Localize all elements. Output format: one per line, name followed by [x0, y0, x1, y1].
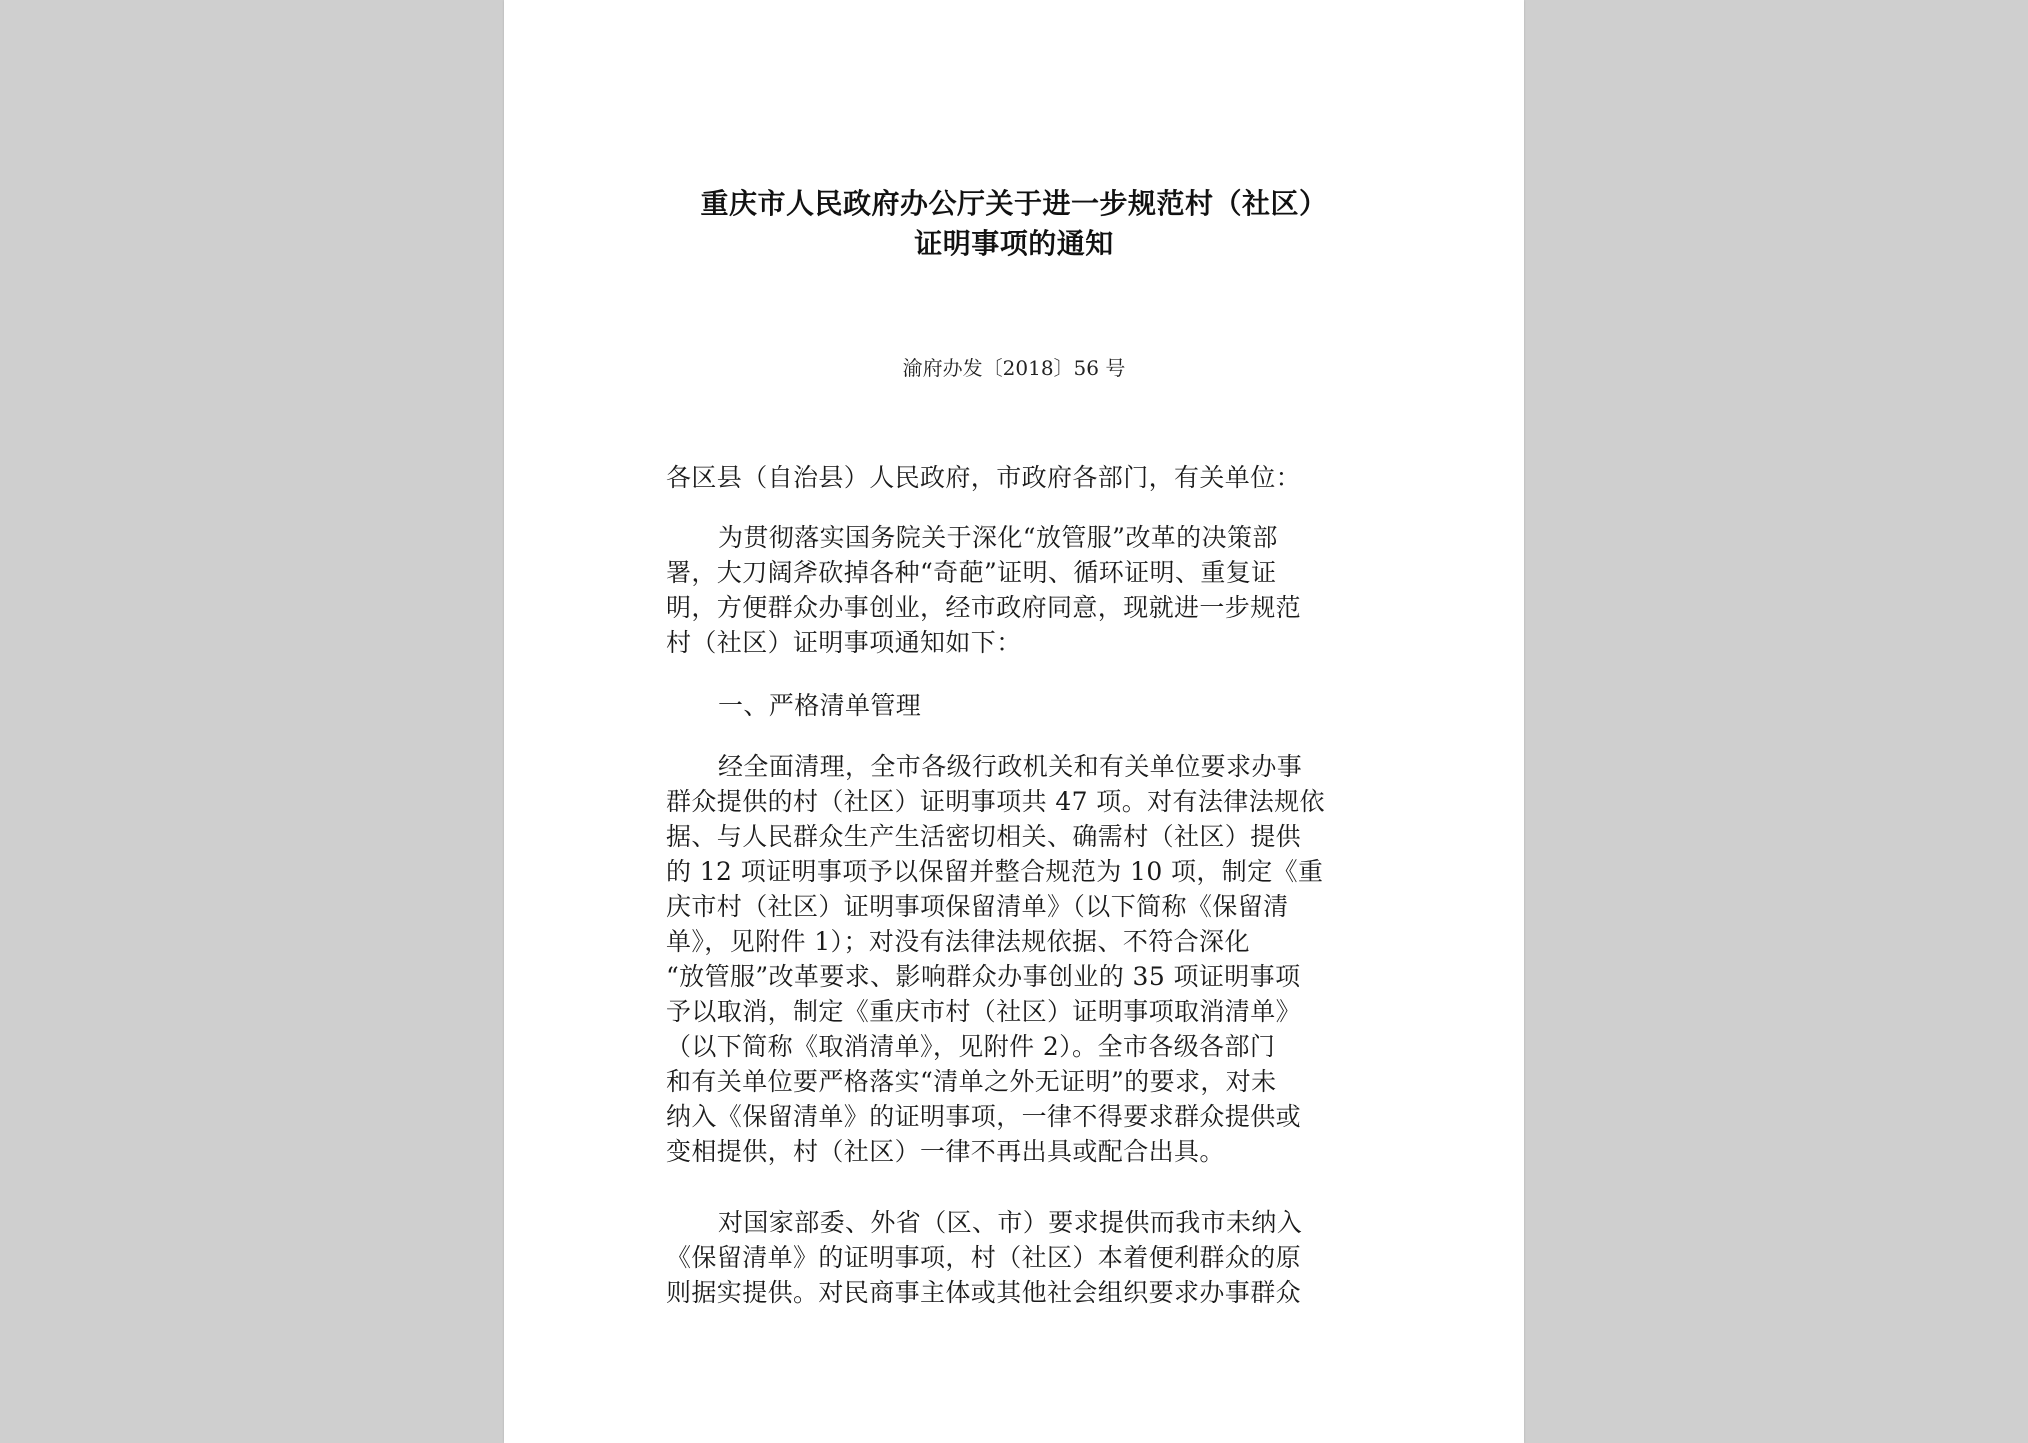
- document-number: 渝府办发〔2018〕56 号: [902, 356, 1126, 380]
- paragraph-1-line: 村（社区）证明事项通知如下：: [666, 628, 1022, 657]
- document-page: [504, 0, 1524, 1443]
- section-heading-1: 一、严格清单管理: [718, 691, 922, 720]
- paragraph-2-line: 的 12 项证明事项予以保留并整合规范为 10 项，制定《重: [666, 857, 1324, 886]
- paragraph-3-line: 则据实提供。对民商事主体或其他社会组织要求办事群众: [666, 1278, 1302, 1307]
- paragraph-2-line: 变相提供，村（社区）一律不再出具或配合出具。: [666, 1137, 1225, 1166]
- paragraph-1-line: 为贯彻落实国务院关于深化“放管服”改革的决策部: [718, 523, 1278, 552]
- paragraph-2-line: （以下简称《取消清单》，见附件 2）。全市各级各部门: [666, 1032, 1276, 1061]
- salutation: 各区县（自治县）人民政府，市政府各部门，有关单位：: [666, 463, 1302, 492]
- paragraph-1-line: 署，大刀阔斧砍掉各种“奇葩”证明、循环证明、重复证: [666, 558, 1277, 587]
- paragraph-2-line: 予以取消，制定《重庆市村（社区）证明事项取消清单》: [666, 997, 1302, 1026]
- paragraph-3-line: 对国家部委、外省（区、市）要求提供而我市未纳入: [718, 1208, 1303, 1237]
- paragraph-2-line: 纳入《保留清单》的证明事项，一律不得要求群众提供或: [666, 1102, 1302, 1131]
- paragraph-2-line: 群众提供的村（社区）证明事项共 47 项。对有法律法规依: [666, 787, 1325, 816]
- paragraph-2-line: 和有关单位要严格落实“清单之外无证明”的要求，对未: [666, 1067, 1277, 1096]
- paragraph-2-line: 经全面清理，全市各级行政机关和有关单位要求办事: [718, 752, 1303, 781]
- paragraph-2-line: 单》，见附件 1）；对没有法律法规依据、不符合深化: [666, 927, 1250, 956]
- paragraph-2-line: 据、与人民群众生产生活密切相关、确需村（社区）提供: [666, 822, 1302, 851]
- paragraph-1-line: 明，方便群众办事创业，经市政府同意，现就进一步规范: [666, 593, 1302, 622]
- paragraph-2-line: 庆市村（社区）证明事项保留清单》（以下简称《保留清: [666, 892, 1289, 921]
- document-title-line-2: 证明事项的通知: [914, 227, 1114, 260]
- document-title-line-1: 重庆市人民政府办公厅关于进一步规范村（社区）: [700, 187, 1328, 220]
- paragraph-2-line: “放管服”改革要求、影响群众办事创业的 35 项证明事项: [666, 962, 1301, 991]
- paragraph-3-line: 《保留清单》的证明事项，村（社区）本着便利群众的原: [666, 1243, 1302, 1272]
